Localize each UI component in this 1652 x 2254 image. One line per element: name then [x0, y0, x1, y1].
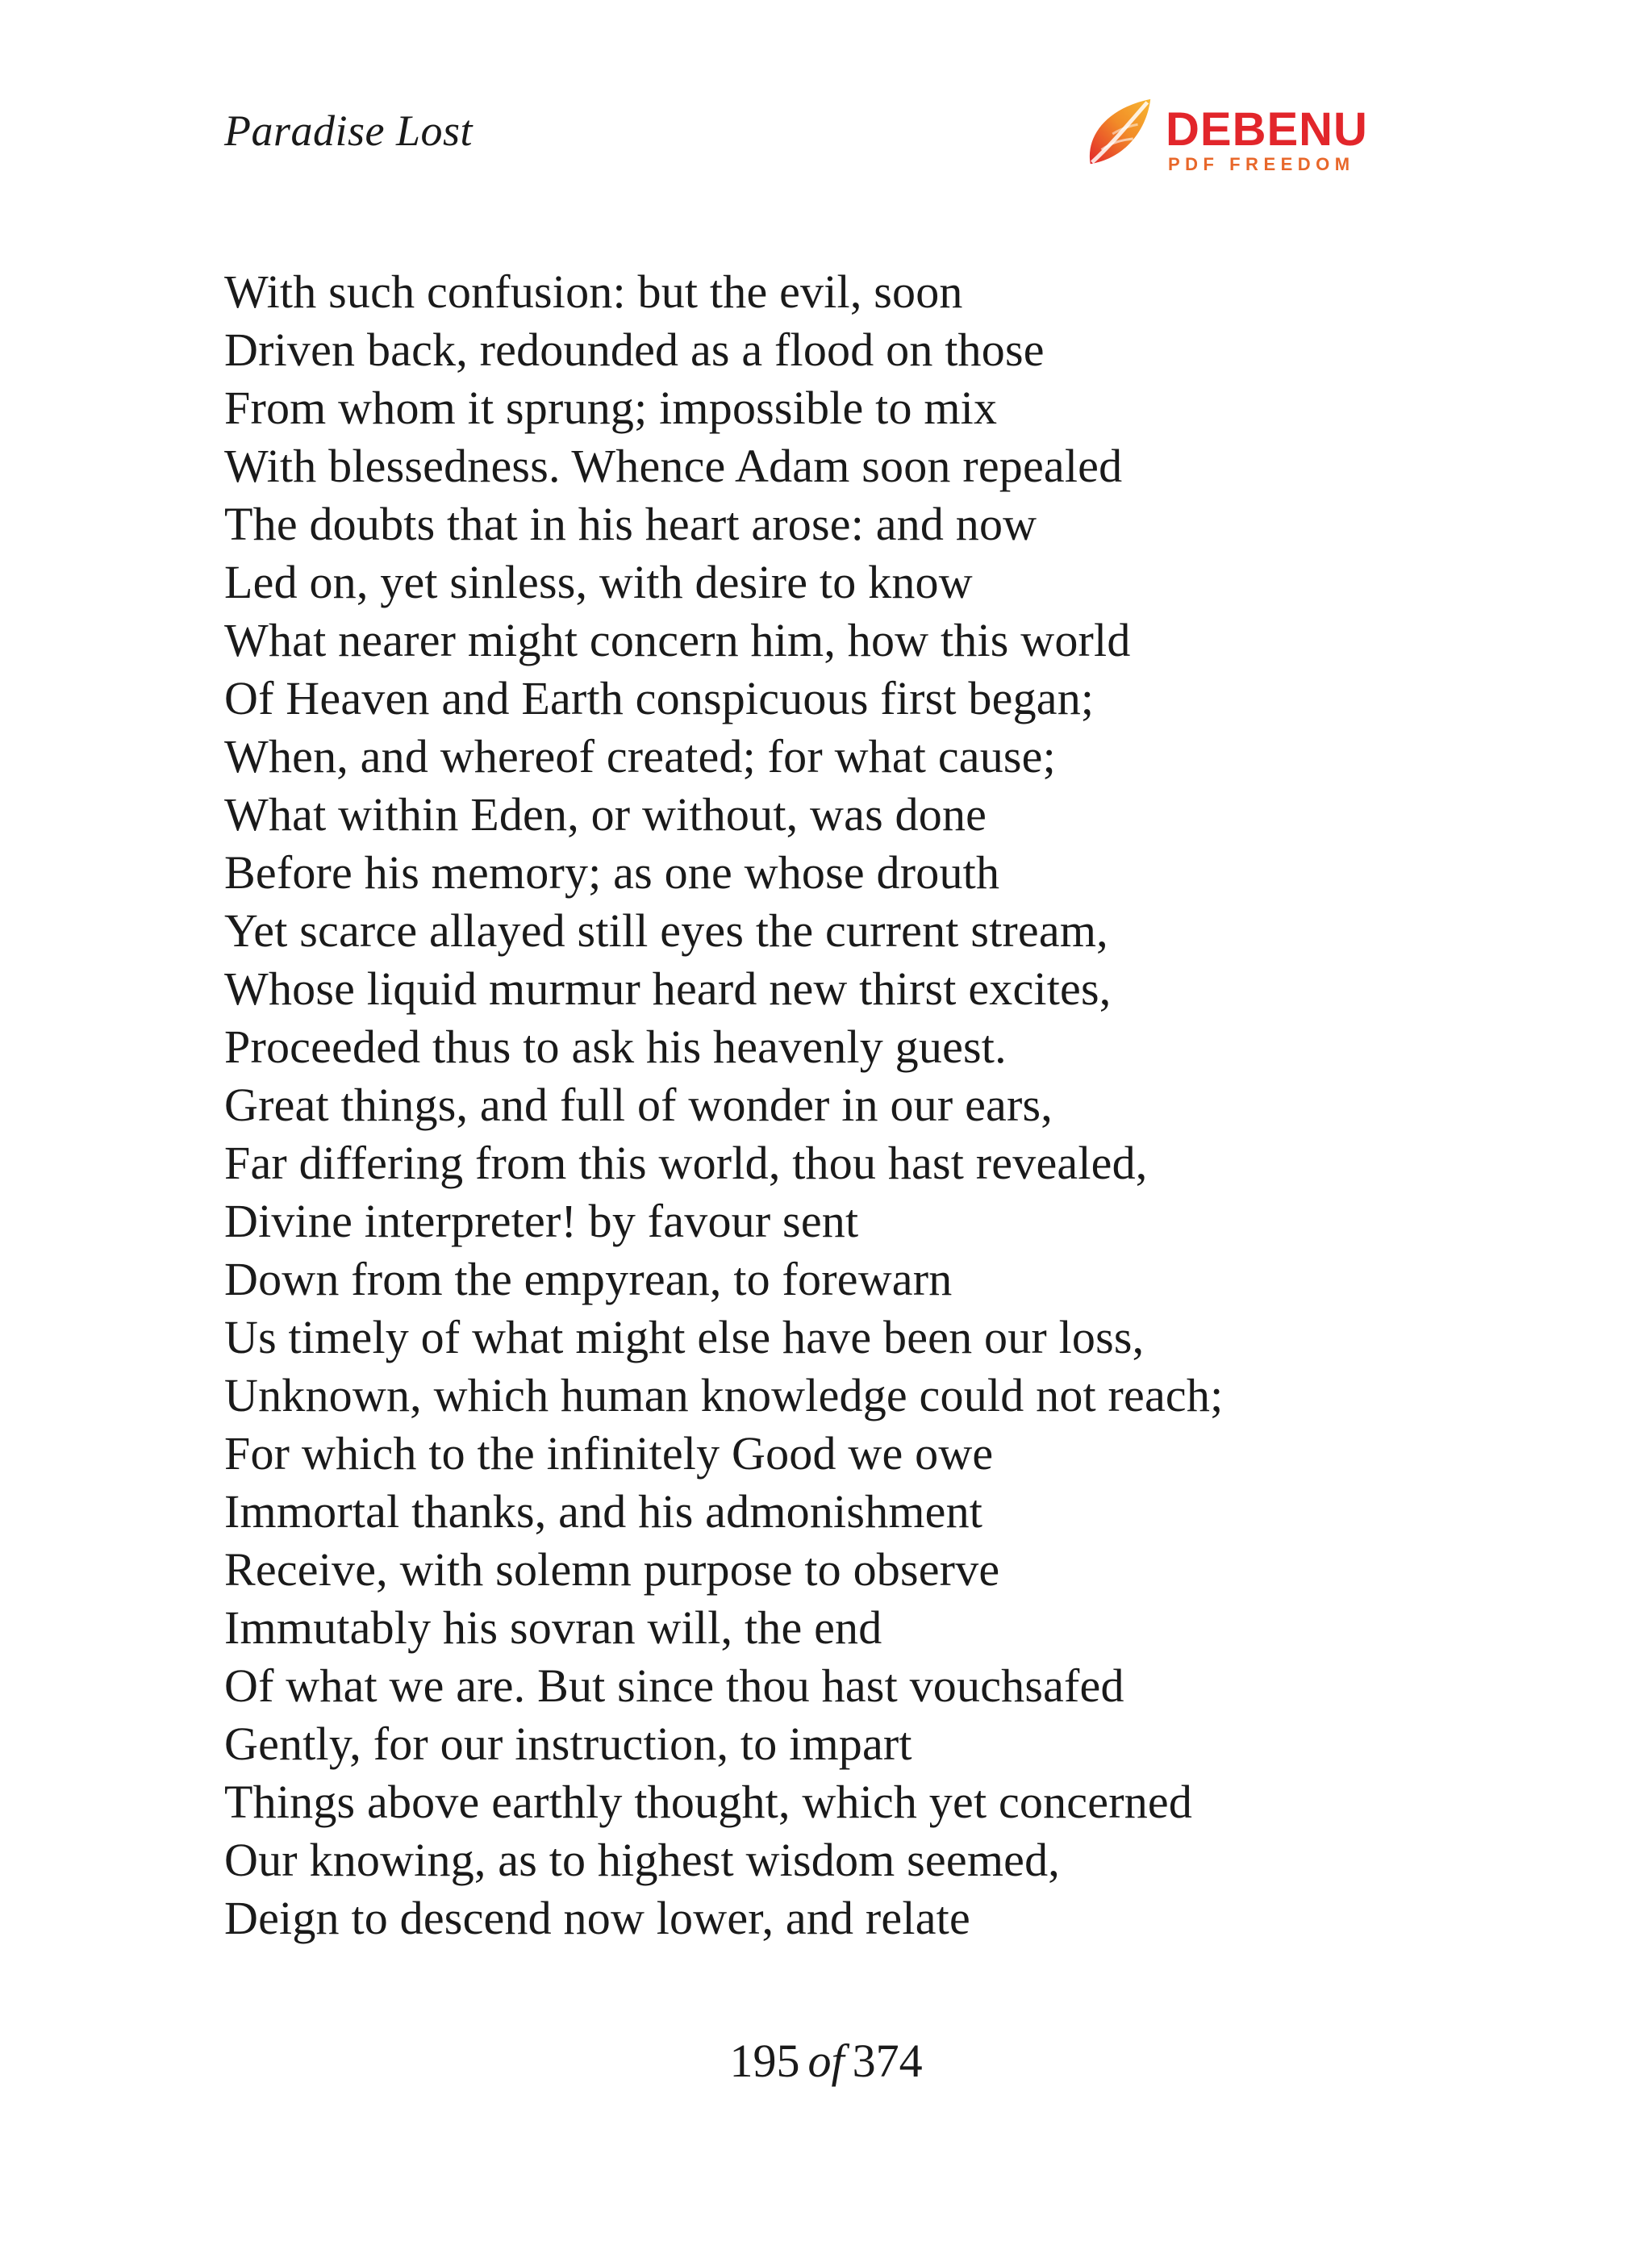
verse-body	[224, 263, 1223, 1947]
verse-line: Us timely of what might else have been our loss,	[224, 1311, 1145, 1363]
verse-line: Before his memory; as one whose drouth	[224, 846, 1000, 899]
verse-line: Our knowing, as to highest wisdom seemed,	[224, 1834, 1060, 1886]
verse-line: The doubts that in his heart arose: and now	[224, 498, 1037, 550]
verse-line: What within Eden, or without, was done	[224, 788, 987, 841]
logo-name: DEBENU	[1166, 103, 1368, 156]
page-number	[0, 2033, 1652, 2089]
verse-line: Divine interpreter! by favour sent	[224, 1195, 859, 1247]
verse-line: Yet scarce allayed still eyes the current stream,	[224, 904, 1108, 957]
verse-line: Whose liquid murmur heard new thirst excites,	[224, 962, 1112, 1015]
current-page: 195	[729, 2035, 800, 2087]
verse-line: Deign to descend now lower, and relate	[224, 1892, 970, 1944]
verse-line: Down from the empyrean, to forewarn	[224, 1253, 953, 1305]
verse-line: Immortal thanks, and his admonishment	[224, 1485, 983, 1538]
verse-line: What nearer might concern him, how this world	[224, 614, 1131, 666]
debenu-leaf-icon	[1081, 94, 1160, 174]
verse-line: When, and whereof created; for what cause;	[224, 730, 1056, 783]
page-of-label: of	[807, 2035, 845, 2087]
verse-line: Far differing from this world, thou hast revealed,	[224, 1137, 1148, 1189]
logo-tagline: PDF FREEDOM	[1168, 154, 1355, 174]
verse-line: Gently, for our instruction, to impart	[224, 1718, 912, 1770]
verse-line: Great things, and full of wonder in our ears,	[224, 1079, 1053, 1131]
total-pages: 374	[852, 2035, 923, 2087]
verse-line: Driven back, redounded as a flood on those	[224, 323, 1045, 376]
verse-line: Receive, with solemn purpose to observe	[224, 1543, 1000, 1596]
verse-line: From whom it sprung; impossible to mix	[224, 382, 998, 434]
verse-line: Unknown, which human knowledge could not reach;	[224, 1369, 1224, 1421]
verse-line: For which to the infinitely Good we owe	[224, 1427, 994, 1480]
verse-line: With such confusion: but the evil, soon	[224, 265, 963, 318]
verse-line: With blessedness. Whence Adam soon repealed	[224, 440, 1123, 492]
verse-line: Of Heaven and Earth conspicuous first began;	[224, 672, 1095, 724]
debenu-logo	[1081, 90, 1368, 179]
running-title: Paradise Lost	[224, 106, 473, 155]
verse-line: Of what we are. But since thou hast vouchsafed	[224, 1659, 1124, 1712]
verse-line: Immutably his sovran will, the end	[224, 1601, 882, 1654]
verse-line: Led on, yet sinless, with desire to know	[224, 556, 973, 608]
verse-line: Things above earthly thought, which yet concerned	[224, 1776, 1193, 1828]
verse-line: Proceeded thus to ask his heavenly guest.	[224, 1021, 1007, 1073]
